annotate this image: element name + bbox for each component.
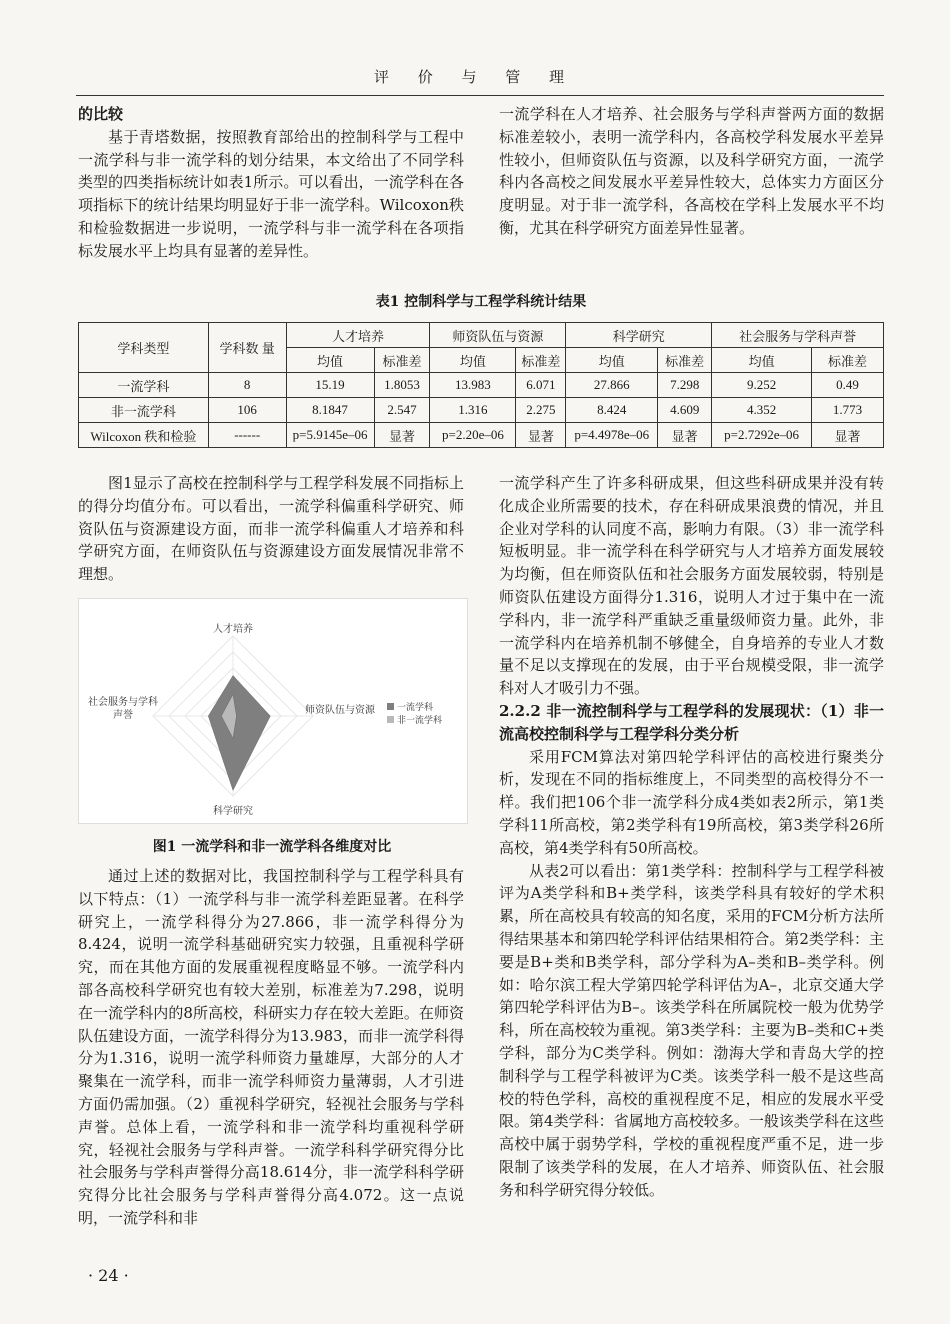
axis-label-left-line2: 声誉 <box>113 710 133 721</box>
subsection-heading: 2.2.2 非一流控制科学与工程学科的发展现状：（1）非一流高校控制科学与工程学科分类分析 <box>499 701 884 743</box>
axis-label-bottom: 科学研究 <box>213 806 253 817</box>
right-column-main <box>499 472 884 1202</box>
table-cell: 显著 <box>658 423 712 448</box>
table-cell: 106 <box>208 398 286 423</box>
left-column-top <box>78 103 464 263</box>
right-column-top <box>499 103 884 240</box>
header-rule <box>76 95 884 96</box>
table-cell: 6.071 <box>516 373 566 398</box>
legend-label-non-first-class: 非一流学科 <box>397 716 443 726</box>
left-paragraph-2: 图1显示了高校在控制科学与工程学科发展不同指标上的得分均值分布。可以看出，一流学科偏重科学研究、师资队伍与资源建设方面，而非一流学科偏重人才培养和科学研究方面，在师资队伍与资源建设方面发展情况非常不理想。 <box>78 474 464 584</box>
header-mean: 均值 <box>286 348 374 373</box>
axis-label-top: 人才培养 <box>213 624 253 635</box>
radar-chart-figure <box>78 598 468 824</box>
header-group-faculty: 师资队伍与资源 <box>430 323 566 348</box>
header-discipline-type: 学科类型 <box>79 323 209 373</box>
header-group-research: 科学研究 <box>566 323 712 348</box>
table-cell: 15.19 <box>286 373 374 398</box>
table-cell: 8.1847 <box>286 398 374 423</box>
figure-caption: 图1 一流学科和非一流学科各维度对比 <box>152 839 392 855</box>
header-sd: 标准差 <box>374 348 430 373</box>
legend-swatch-first-class <box>387 703 394 710</box>
radar-series-first-class <box>208 675 270 790</box>
header-group-service: 社会服务与学科声誉 <box>712 323 884 348</box>
table-cell: 显著 <box>812 423 884 448</box>
table-row <box>79 398 884 423</box>
axis-label-right: 师资队伍与资源 <box>305 705 375 716</box>
table-cell: ------ <box>208 423 286 448</box>
header-mean: 均值 <box>712 348 812 373</box>
table-cell: 4.609 <box>658 398 712 423</box>
left-paragraph-3: 通过上述的数据对比，我国控制科学与工程学科具有以下特点：（1）一流学科与非一流学科差距显著。在科学研究上，一流学科得分为27.866，非一流学科得分为8.424，说明一流学科基础研究实力较强，且重视科学研究，而在其他方面的发展重视程度略显不够。一流学科内部各高校科学研究也有较大差别，标准差为7.298，说明在一流学科内的8所高校，科研实力存在较大差距。在师资队伍建设方面，一流学科得分为13.983，而非一流学科得分为1.316，说明一流学科师资力量雄厚，大部分的人才聚集在一流学科，而非一流学科师资力量薄弱，人才引进方面仍需加强。（2）重视科学研究，轻视社会服务与学科声誉。总体上看，一流学科和非一流学科均重视科学研究，轻视社会服务与学科声誉。一流学科科学研究得分比社会服务与学科声誉得分高18.614分，非一流学科科学研究得分比社会服务与学科声誉得分高4.072。这一点说明，一流学科和非 <box>78 867 464 1227</box>
table-cell: p=5.9145e–06 <box>286 423 374 448</box>
table-cell: 7.298 <box>658 373 712 398</box>
left-column-bottom <box>78 865 464 1230</box>
table-cell: 非一流学科 <box>79 398 209 423</box>
right-paragraph-1: 一流学科在人才培养、社会服务与学科声誉两方面的数据标准差较小，表明一流学科内，各高校学科发展水平差异性较小，但师资队伍与资源，以及科学研究方面，一流学科内各高校之间发展水平差异性较大，总体实力方面区分度明显。对于非一流学科，各高校在学科上发展水平不均衡，尤其在科学研究方面差异性显著。 <box>499 105 884 237</box>
table-cell: p=2.7292e–06 <box>712 423 812 448</box>
legend-swatch-non-first-class <box>387 716 394 723</box>
section-heading-tail: 的比较 <box>78 105 124 123</box>
running-header: 评 价 与 管 理 <box>373 68 577 86</box>
page-number: · 24 · <box>88 1266 129 1285</box>
table-row <box>79 423 884 448</box>
table-cell: Wilcoxon 秩和检验 <box>79 423 209 448</box>
left-column-middle <box>78 472 464 586</box>
right-paragraph-2: 一流学科产生了许多科研成果，但这些科研成果并没有转化成企业所需要的技术，存在科研成果浪费的情况，并且企业对学科的认同度不高，影响力有限。（3）非一流学科短板明显。非一流学科在科学研究与人才培养方面发展较为均衡，但在师资队伍和社会服务方面发展较弱，特别是师资队伍建设方面得分1.316，说明人才过于集中在一流学科内，非一流学科严重缺乏重量级师资力量。此外，非一流学科内在培养机制不够健全，自身培养的专业人才数量不足以支撑现在的发展，由于平台规模受限，非一流学科对人才吸引力不强。 <box>499 474 884 698</box>
table-cell: p=4.4978e–06 <box>566 423 658 448</box>
axis-label-left-line1: 社会服务与学科 <box>88 697 158 708</box>
legend-label-first-class: 一流学科 <box>397 703 434 713</box>
table-cell: 1.316 <box>430 398 516 423</box>
left-paragraph-1: 基于青塔数据，按照教育部给出的控制科学与工程中一流学科与非一流学科的划分结果，本文给出了不同学科类型的四类指标统计如表1所示。可以看出，一流学科在各项指标下的统计结果均明显好于非一流学科。Wilcoxon秩和检验数据进一步说明，一流学科与非一流学科在各项指标发展水平上均具有显著的差异性。 <box>78 127 464 260</box>
header-sd: 标准差 <box>516 348 566 373</box>
table-cell: 4.352 <box>712 398 812 423</box>
radar-series <box>208 675 270 790</box>
right-paragraph-3: 采用FCM算法对第四轮学科评估的高校进行聚类分析，发现在不同的指标维度上，不同类型的高校得分不一样。我们把106个非一流学科分成4类如表2所示，第1类学科11所高校，第2类学科有19所高校，第3类学科26所高校，第4类学科有50所高校。 <box>499 747 884 857</box>
header-sd: 标准差 <box>658 348 712 373</box>
table-cell: 2.275 <box>516 398 566 423</box>
table-cell: 显著 <box>374 423 430 448</box>
table-cell: 8.424 <box>566 398 658 423</box>
header-mean: 均值 <box>566 348 658 373</box>
table-cell: 显著 <box>516 423 566 448</box>
table-cell: 1.8053 <box>374 373 430 398</box>
right-paragraph-4: 从表2可以看出：第1类学科：控制科学与工程学科被评为A类学科和B+类学科，该类学科具有较好的学术积累，所在高校具有较高的知名度，采用的FCM分析方法所得结果基本和第四轮学科评估结果相符合。第2类学科：主要是B+类和B类学科，部分学科为A–类和B–类学科。例如：哈尔滨工程大学第四轮学科评估为A–，北京交通大学第四轮学科评估为B–。该类学科在所属院校一般为优势学科，所在高校较为重视。第3类学科：主要为B–类和C+类学科，部分为C类学科。例如：渤海大学和青岛大学的控制科学与工程学科被评为C类。该类学科一般不是这些高校的特色学科，高校的重视程度不足，相应的发展水平受限。第4类学科：省属地方高校较多。一般该类学科在这些高校中属于弱势学科，学校的重视程度严重不足，进一步限制了该类学科的发展，在人才培养、师资队伍、社会服务和科学研究得分较低。 <box>499 861 884 1199</box>
header-group-talent: 人才培养 <box>286 323 430 348</box>
table-cell: 9.252 <box>712 373 812 398</box>
statistics-table <box>78 322 884 448</box>
table-cell: 8 <box>208 373 286 398</box>
table-cell: 1.773 <box>812 398 884 423</box>
table-cell: 2.547 <box>374 398 430 423</box>
table-header-row-1 <box>79 323 884 348</box>
table-caption: 表1 控制科学与工程学科统计结果 <box>375 294 587 310</box>
table-cell: p=2.20e–06 <box>430 423 516 448</box>
table-cell: 13.983 <box>430 373 516 398</box>
table-cell: 27.866 <box>566 373 658 398</box>
header-sd: 标准差 <box>812 348 884 373</box>
radar-chart <box>79 599 467 823</box>
header-discipline-count: 学科数 量 <box>208 323 286 373</box>
table-cell: 一流学科 <box>79 373 209 398</box>
header-mean: 均值 <box>430 348 516 373</box>
table-row <box>79 373 884 398</box>
table-cell: 0.49 <box>812 373 884 398</box>
